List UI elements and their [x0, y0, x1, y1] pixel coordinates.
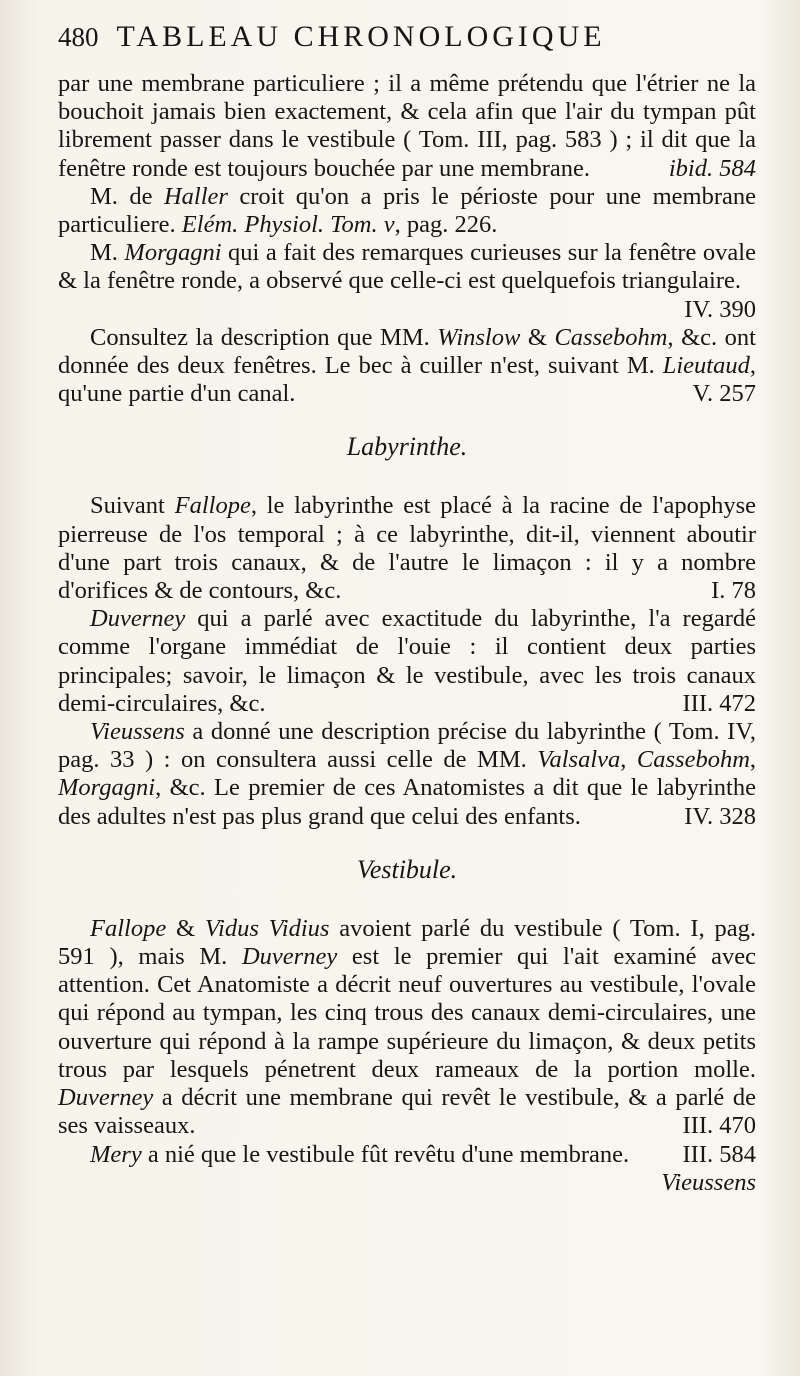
- reference: III. 472: [682, 689, 756, 717]
- paragraph-consultez: Consultez la description que MM. Winslow & Cassebohm, &c. ont donnée des deux fenêtres. Le bec à cuiller n'est, suivant M. Lieutaud, qu'une partie d'un canal. V. 257: [58, 323, 756, 408]
- section-title-labyrinthe: Labyrinthe.: [346, 432, 468, 462]
- reference: V. 257: [692, 380, 756, 408]
- paragraph-haller: M. de Haller croit qu'on a pris le périoste pour une membrane particuliere. Elém. Physiol. Tom. v, pag. 226.: [58, 182, 756, 239]
- reference: ibid. 584: [668, 154, 756, 182]
- page-number: 480: [58, 22, 99, 52]
- reference: IV. 328: [684, 802, 756, 830]
- paragraph-mery: Mery a nié que le vestibule fût revêtu d'une membrane. III. 584: [90, 1140, 756, 1168]
- reference: IV. 390: [684, 295, 756, 323]
- page-header: [58, 20, 756, 70]
- reference: III. 584: [682, 1140, 756, 1168]
- reference: I. 78: [711, 577, 756, 605]
- paragraph-fallope-labyrinthe: Suivant Fallope, le labyrinthe est placé à la racine de l'apophyse pierreuse de l'os temporal ; à ce labyrinthe, dit-il, viennent aboutir d'une part trois canaux, & de l'autre le limaçon : il y a nombre d'orifices & de contours, &c. I. 78: [58, 492, 756, 605]
- paragraph-morgagni: M. Morgagni qui a fait des remarques curieuses sur la fenêtre ovale & la fenêtre ronde, a observé que celle-ci est quelquefois triangulaire. IV. 390: [58, 239, 756, 323]
- reference: III. 470: [682, 1112, 756, 1140]
- section-title-vestibule: Vestibule.: [356, 854, 458, 884]
- paragraph-vieussens-labyrinthe: Vieussens a donné une description précise du labyrinthe ( Tom. IV, pag. 33 ) : on consultera aussi celle de MM. Valsalva, Cassebohm, Morgagni, &c. Le premier de ces Anatomistes a dit que le labyrinthe des adultes n'est pas plus grand que celui des enfants. IV. 328: [58, 718, 757, 830]
- running-title: TABLEAU CHRONOLOGIQUE: [116, 20, 606, 53]
- paragraph-duverney-labyrinthe: Duverney qui a parlé avec exactitude du labyrinthe, l'a regardé comme l'organe immédiat de l'ouie : il contient deux parties principales; savoir, le limaçon & le vestibule, avec les trois canaux demi-circulaires, &c. III. 472: [58, 605, 756, 717]
- paragraph-fenetre-ronde: par une membrane particuliere ; il a même prétendu que l'étrier ne la bouchoit jamais bien exactement, & cela afin que l'air du tympan pût librement passer dans le vestibule ( Tom. III, pag. 583 ) ; il dit que la fenêtre ronde est toujours bouchée par une membrane. ibid. 584: [58, 70, 756, 182]
- catchword: Vieussens: [661, 1168, 756, 1196]
- paragraph-vestibule: Fallope & Vidus Vidius avoient parlé du vestibule ( Tom. I, pag. 591 ), mais M. Duverney est le premier qui l'ait examiné avec attention. Cet Anatomiste a décrit neuf ouvertures au vestibule, l'ovale qui répond au tympan, les cinq trous des canaux demi-circulaires, une ouverture qui répond à la rampe supérieure du limaçon, & deux petits trous par lesquels pénetrent deux rameaux de la portion molle. Duverney a décrit une membrane qui revêt le vestibule, & a parlé de ses vaisseaux. III. 470: [58, 914, 757, 1140]
